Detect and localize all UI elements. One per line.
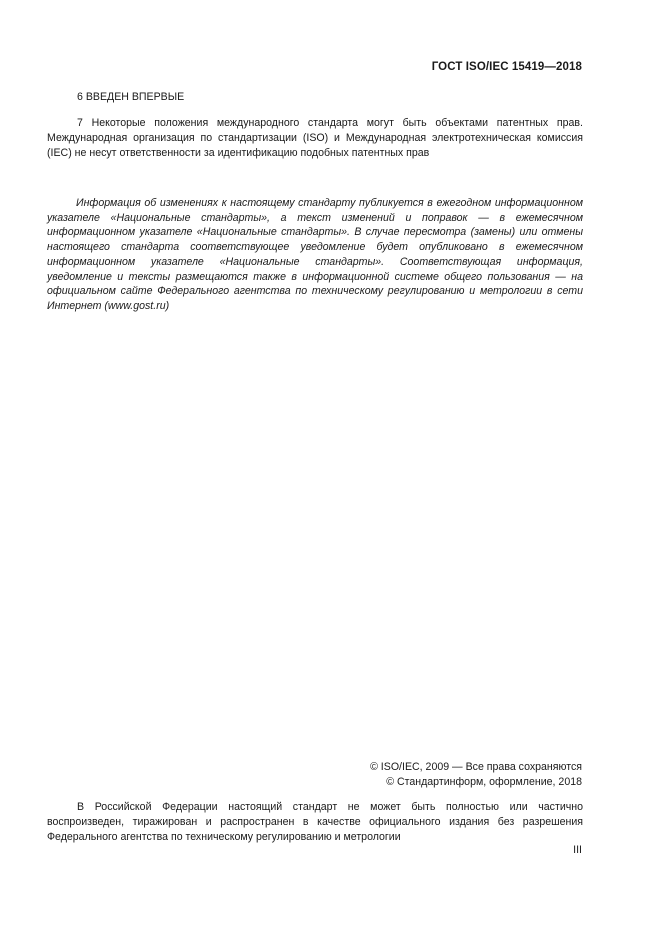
copyright-iso-line: © ISO/IEC, 2009 — Все права сохраняются xyxy=(370,761,582,773)
amendments-information-notice: Информация об изменениях к настоящему стандарту публикуется в ежегодном информационном указателе «Национальные стандарты», а текст изменений и поправок — в ежемесячном информационном указателе «Национальные стандарты». В случае пересмотра (замены) или отмены настоящего стандарта соответствующее уведомление будет опубликовано в ежемесячном информационном указателе «Национальные стандарты». Соответствующая информация, уведомление и тексты размещаются также в информационной системе общего пользования — на официальном сайте Федерального агентства по техническому регулированию и метрологии в сети Интернет (www.gost.ru) xyxy=(47,197,583,312)
section-7-patent-notice: 7 Некоторые положения международного стандарта могут быть объектами патентных прав. Международная организация по стандартизации (ISO) и Международная электротехническая комиссия (IEC) не несут ответственности за идентификацию подобных патентных прав xyxy=(47,117,583,160)
copyright-standartinform-line: © Стандартинформ, оформление, 2018 xyxy=(386,775,582,788)
copyright-block xyxy=(370,760,582,789)
section-6-introduced: 6 ВВЕДЕН ВПЕРВЫЕ xyxy=(77,91,185,103)
russian-federation-reproduction-notice: В Российской Федерации настоящий стандарт не может быть полностью или частично воспроизведен, тиражирован и распространен в качестве официального издания без разрешения Федерального агентства по техническому регулированию и метрологии xyxy=(47,801,583,844)
page-number: III xyxy=(573,844,582,856)
standard-code-header: ГОСТ ISO/IEC 15419—2018 xyxy=(431,61,582,73)
